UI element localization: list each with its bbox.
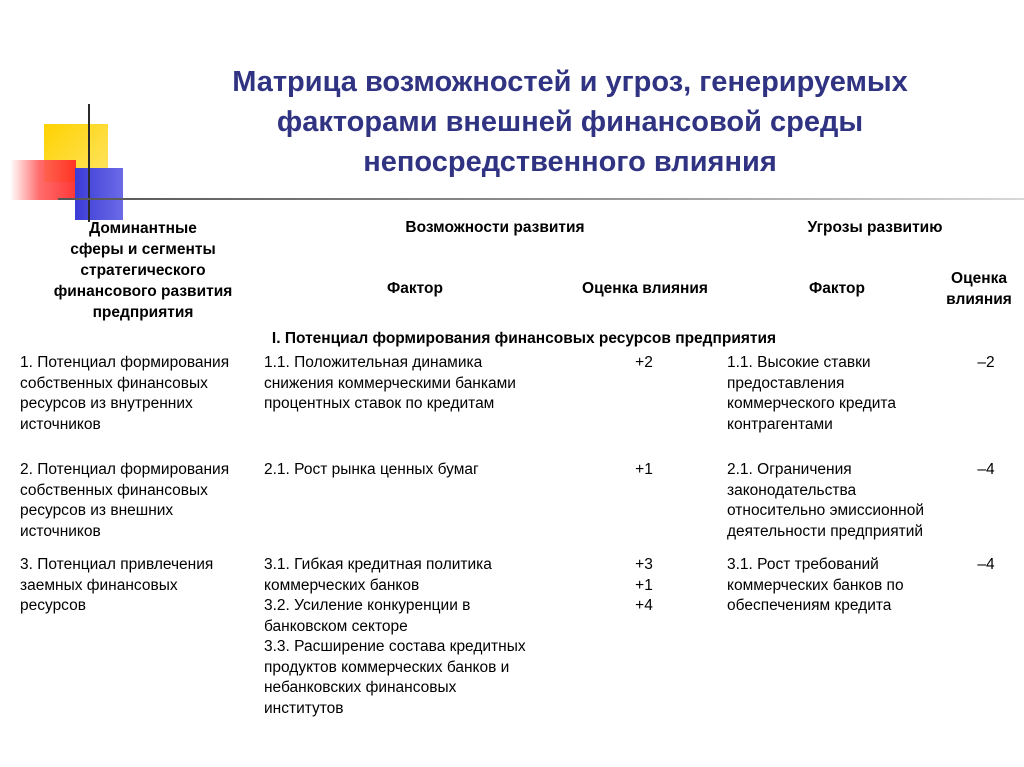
row2-threat-factor — [727, 460, 924, 542]
text-line: ресурсов из внутренних — [20, 395, 193, 412]
text-line: ресурсов из внешних — [20, 502, 174, 519]
text-line: 2. Потенциал формирования — [20, 461, 230, 478]
text-line: 3.1. Гибкая кредитная политика — [264, 556, 492, 573]
title-line: Матрица возможностей и угроз, генерируемых — [232, 66, 908, 98]
header-line: Оценка — [951, 270, 1007, 287]
text-line: деятельности предприятий — [727, 522, 924, 540]
row2-opportunity-score — [624, 460, 664, 481]
row3-sphere — [20, 555, 213, 617]
text-line: 1. Потенциал формирования — [20, 354, 230, 371]
text-line: продуктов коммерческих банков и — [264, 658, 510, 676]
text-line: относительно эмиссионной — [727, 502, 925, 519]
header-factor: Фактор — [387, 280, 443, 297]
text-line: предоставления — [727, 374, 845, 392]
horizontal-rule — [58, 198, 1024, 200]
text-line: заемных финансовых — [20, 576, 178, 594]
text-line: 2.1. Рост рынка ценных бумаг — [264, 461, 479, 478]
header-spheres — [28, 218, 258, 323]
row2-threat-score — [966, 460, 1006, 481]
text-line: небанковских финансовых — [264, 679, 457, 696]
row3-threat-score — [966, 555, 1006, 576]
row3-threat-factor — [727, 555, 904, 617]
header-line: стратегического — [80, 262, 206, 279]
header-line: сферы и сегменты — [70, 241, 216, 258]
text-line: 3.3. Расширение состава кредитных — [264, 638, 526, 655]
text-line: 3. Потенциал привлечения — [20, 556, 214, 573]
text-line: собственных финансовых — [20, 481, 208, 499]
row1-threat-score — [966, 353, 1006, 374]
text-line: источников — [20, 415, 101, 433]
score-value: +2 — [635, 354, 653, 371]
section-title: I. Потенциал формирования финансовых ресурсов предприятия — [271, 330, 777, 347]
row1-sphere — [20, 353, 229, 435]
red-square-decoration — [10, 160, 76, 200]
header-threat-impact — [934, 268, 1024, 310]
score-value: +3 — [635, 556, 653, 573]
score-value: –4 — [977, 461, 995, 478]
score-value: +1 — [635, 576, 653, 594]
row1-opportunity-score — [624, 353, 664, 374]
header-threats: Угрозы развитию — [807, 219, 943, 236]
slide-title — [140, 62, 1000, 182]
text-line: процентных ставок по кредитам — [264, 395, 495, 412]
text-line: контрагентами — [727, 415, 833, 433]
text-line: 1.1. Высокие ставки — [727, 354, 871, 371]
score-value: –2 — [977, 354, 995, 371]
text-line: обеспечениям кредита — [727, 597, 892, 614]
text-line: снижения коммерческими банками — [264, 374, 516, 392]
text-line: коммерческих банков — [264, 576, 420, 594]
score-value: +4 — [635, 597, 653, 614]
text-line: коммерческого кредита — [727, 395, 896, 412]
row3-opportunity-scores — [624, 555, 664, 617]
score-value: +1 — [635, 461, 653, 478]
text-line: законодательства — [727, 481, 857, 499]
blue-square-decoration — [75, 168, 123, 220]
text-line: ресурсов — [20, 597, 86, 614]
row2-sphere — [20, 460, 229, 542]
row2-opportunity-factor — [264, 460, 479, 481]
header-line: финансового развития — [53, 283, 233, 300]
header-impact: Оценка влияния — [582, 280, 708, 297]
text-line: 3.2. Усиление конкуренции в — [264, 597, 471, 614]
vertical-line-decoration — [88, 104, 90, 222]
header-line: влияния — [946, 291, 1012, 308]
text-line: коммерческих банков по — [727, 576, 904, 594]
title-line: непосредственного влияния — [363, 146, 777, 178]
title-line: факторами внешней финансовой среды — [276, 106, 864, 138]
text-line: 2.1. Ограничения — [727, 461, 852, 478]
header-line: Доминантные — [89, 220, 197, 237]
row1-threat-factor — [727, 353, 896, 435]
header-opportunities: Возможности развития — [405, 219, 585, 236]
row1-opportunity-factor — [264, 353, 516, 415]
header-threat-factor: Фактор — [809, 280, 865, 297]
row3-opportunity-factor — [264, 555, 526, 719]
header-line: предприятия — [92, 304, 194, 321]
text-line: банковском секторе — [264, 617, 408, 635]
text-line: 1.1. Положительная динамика — [264, 354, 483, 371]
score-value: –4 — [977, 556, 995, 573]
text-line: источников — [20, 522, 101, 540]
text-line: собственных финансовых — [20, 374, 208, 392]
text-line: институтов — [264, 699, 344, 717]
text-line: 3.1. Рост требований — [727, 556, 879, 573]
